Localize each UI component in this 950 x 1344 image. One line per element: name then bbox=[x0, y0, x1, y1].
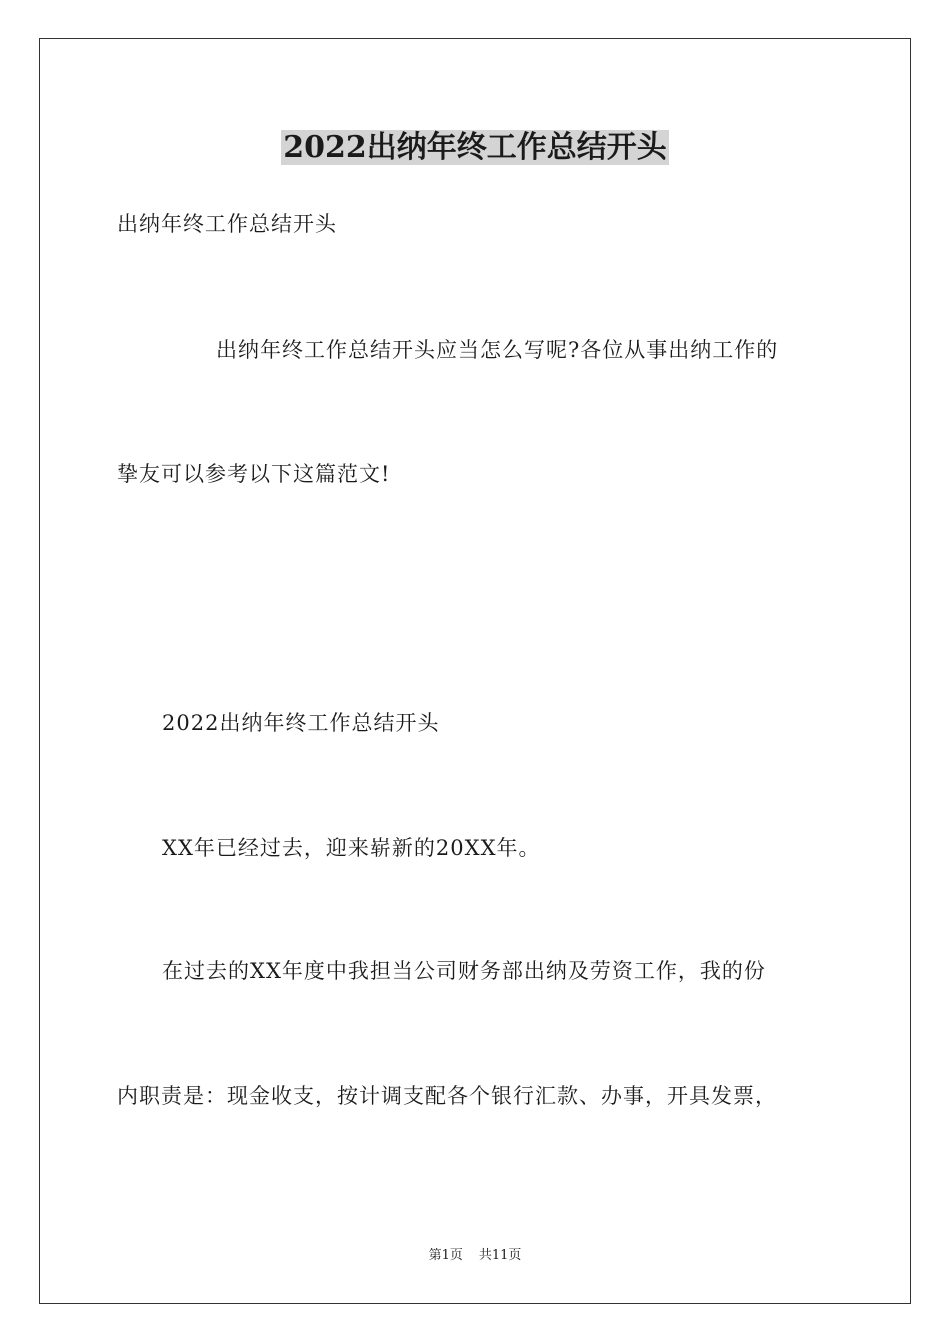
document-title-text: 2022出纳年终工作总结开头 bbox=[283, 130, 667, 165]
page-footer bbox=[0, 1247, 950, 1265]
document-title bbox=[0, 126, 950, 170]
page-number: 第1页 bbox=[428, 1248, 463, 1263]
text-line-3: 挚友可以参考以下这篇范文! bbox=[117, 462, 391, 486]
text-line-6: 在过去的XX年度中我担当公司财务部出纳及劳资工作，我的份 bbox=[162, 959, 766, 983]
page-total: 共11页 bbox=[478, 1248, 522, 1263]
text-line-7: 内职责是：现金收支，按计调支配各个银行汇款、办事，开具发票， bbox=[117, 1084, 777, 1108]
text-line-2: 出纳年终工作总结开头应当怎么写呢?各位从事出纳工作的 bbox=[216, 338, 779, 362]
text-line-1: 出纳年终工作总结开头 bbox=[117, 212, 337, 236]
text-line-5: XX年已经过去，迎来崭新的20XX年。 bbox=[162, 836, 541, 860]
text-line-4: 2022出纳年终工作总结开头 bbox=[162, 711, 440, 735]
